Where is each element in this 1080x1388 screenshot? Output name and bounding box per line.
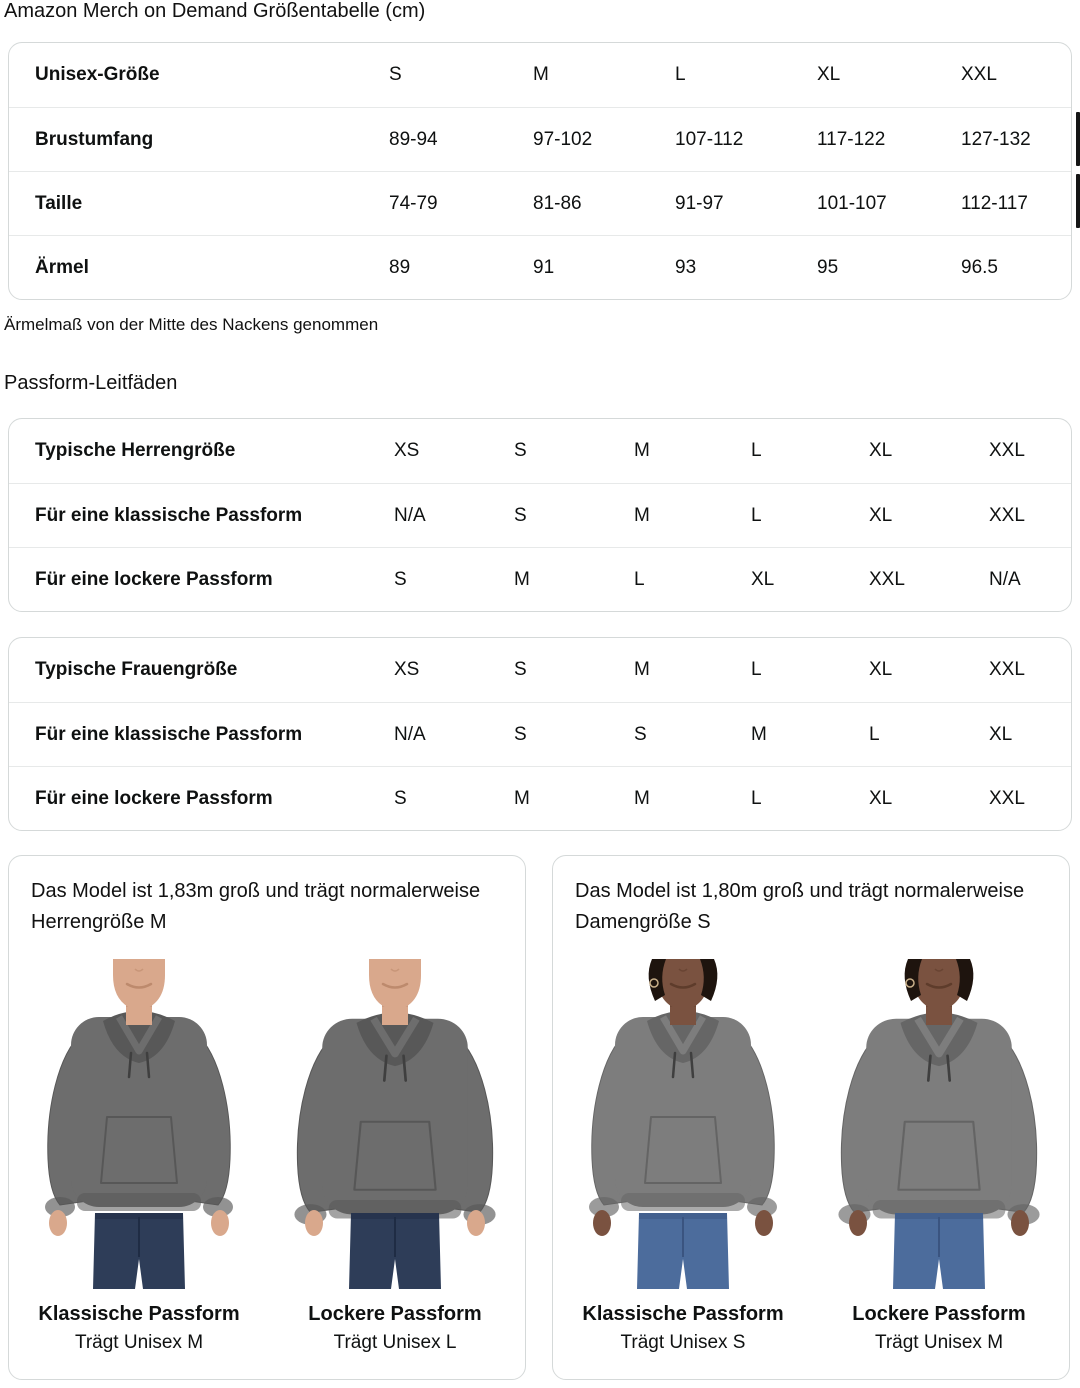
womens-fit-table	[8, 637, 1072, 831]
model-photo	[274, 959, 516, 1289]
size-value: L	[751, 504, 762, 526]
size-value: 81-86	[533, 192, 582, 214]
size-value: N/A	[394, 504, 426, 526]
size-value: L	[751, 659, 762, 680]
mens-fit-table	[8, 418, 1072, 612]
fit-caption: Klassische Passform	[582, 1303, 784, 1325]
row-label: Für eine lockere Passform	[35, 568, 273, 590]
size-value: 93	[675, 256, 697, 278]
size-value: 112-117	[961, 192, 1028, 214]
size-value: 95	[817, 256, 839, 278]
row-label: Unisex-Größe	[35, 64, 160, 85]
size-value: XXL	[989, 659, 1025, 680]
size-value: L	[751, 440, 762, 461]
row-label: Typische Frauengröße	[35, 659, 238, 680]
size-caption: Trägt Unisex M	[74, 1332, 204, 1353]
row-label: Für eine lockere Passform	[35, 787, 273, 809]
table-row	[9, 483, 1071, 547]
fit-caption: Lockere Passform	[308, 1303, 482, 1325]
size-value: 97-102	[533, 128, 593, 150]
model-description: Das Model ist 1,83m groß und trägt normalerweise Herrengröße M	[31, 880, 481, 933]
size-value: 96.5	[961, 256, 998, 278]
size-value: L	[675, 64, 686, 85]
row-label: Für eine klassische Passform	[35, 723, 303, 745]
model-photo-block	[818, 959, 1060, 1357]
size-value: S	[634, 723, 647, 745]
size-value: XXL	[989, 504, 1025, 526]
size-value: S	[514, 504, 527, 526]
model-photo-block	[562, 959, 804, 1357]
size-value: 89-94	[389, 128, 438, 150]
fit-caption: Lockere Passform	[852, 1303, 1026, 1325]
size-value: S	[394, 787, 407, 809]
model-photos	[553, 959, 1069, 1357]
size-value: XL	[869, 504, 893, 526]
size-value: 91-97	[675, 192, 724, 214]
size-value: XL	[869, 659, 893, 680]
size-caption: Trägt Unisex L	[333, 1332, 457, 1353]
table-row	[9, 171, 1071, 235]
size-value: S	[514, 723, 527, 745]
table-row	[9, 638, 1071, 702]
table-row	[9, 235, 1071, 299]
table-row	[9, 766, 1071, 830]
size-value: XXL	[961, 64, 997, 85]
size-value: 127-132	[961, 128, 1031, 150]
scrollbar-thumb[interactable]	[1076, 174, 1080, 228]
size-value: XS	[394, 659, 420, 680]
row-label: Für eine klassische Passform	[35, 504, 303, 526]
model-photo	[18, 959, 260, 1289]
table-row	[9, 107, 1071, 171]
size-value: XL	[869, 787, 893, 809]
model-description: Das Model ist 1,80m groß und trägt normalerweise Damengröße S	[575, 880, 1025, 933]
model-photo	[562, 959, 804, 1289]
size-value: M	[751, 723, 767, 745]
size-caption: Trägt Unisex S	[620, 1332, 746, 1353]
size-value: S	[389, 64, 402, 85]
size-value: XXL	[869, 568, 905, 590]
size-value: XL	[817, 64, 841, 85]
size-value: L	[751, 787, 762, 809]
size-value: 74-79	[389, 192, 438, 214]
row-label: Ärmel	[35, 256, 89, 278]
size-value: M	[634, 440, 650, 461]
table-row	[9, 547, 1071, 611]
size-value: XL	[751, 568, 775, 590]
size-value: 101-107	[817, 192, 887, 214]
size-value: 89	[389, 256, 411, 278]
mens-model-card	[8, 855, 526, 1380]
row-label: Typische Herrengröße	[35, 440, 236, 461]
model-photos	[9, 959, 525, 1357]
size-value: N/A	[989, 568, 1021, 590]
size-value: M	[514, 568, 530, 590]
womens-model-card	[552, 855, 1070, 1380]
model-photo-block	[274, 959, 516, 1357]
size-value: 117-122	[817, 128, 886, 150]
fit-guides-heading: Passform-Leitfäden	[4, 372, 178, 394]
size-value: M	[514, 787, 530, 809]
size-value: XL	[869, 440, 893, 461]
size-value: S	[514, 440, 527, 461]
unisex-size-table	[8, 42, 1072, 300]
model-photo	[818, 959, 1060, 1289]
model-photo-block	[18, 959, 260, 1357]
size-value: N/A	[394, 723, 426, 745]
size-value: XL	[989, 723, 1013, 745]
row-label: Brustumfang	[35, 128, 154, 150]
page-title: Amazon Merch on Demand Größentabelle (cm)	[4, 0, 426, 22]
size-value: XXL	[989, 787, 1025, 809]
size-value: L	[869, 723, 880, 745]
table-row	[9, 43, 1071, 107]
scrollbar-thumb[interactable]	[1076, 112, 1080, 166]
size-caption: Trägt Unisex M	[874, 1332, 1004, 1353]
table-row	[9, 419, 1071, 483]
size-value: M	[634, 504, 650, 526]
size-value: M	[533, 64, 549, 85]
size-value: S	[514, 659, 527, 680]
size-value: XS	[394, 440, 420, 461]
fit-caption: Klassische Passform	[38, 1303, 240, 1325]
size-value: M	[634, 787, 650, 809]
table-row	[9, 702, 1071, 766]
size-value: 107-112	[675, 128, 744, 150]
size-value: M	[634, 659, 650, 680]
row-label: Taille	[35, 192, 83, 214]
size-value: 91	[533, 256, 555, 278]
sleeve-measure-note: Ärmelmaß von der Mitte des Nackens genommen	[4, 315, 379, 334]
size-value: S	[394, 568, 407, 590]
size-value: XXL	[989, 440, 1025, 461]
size-value: L	[634, 568, 645, 590]
